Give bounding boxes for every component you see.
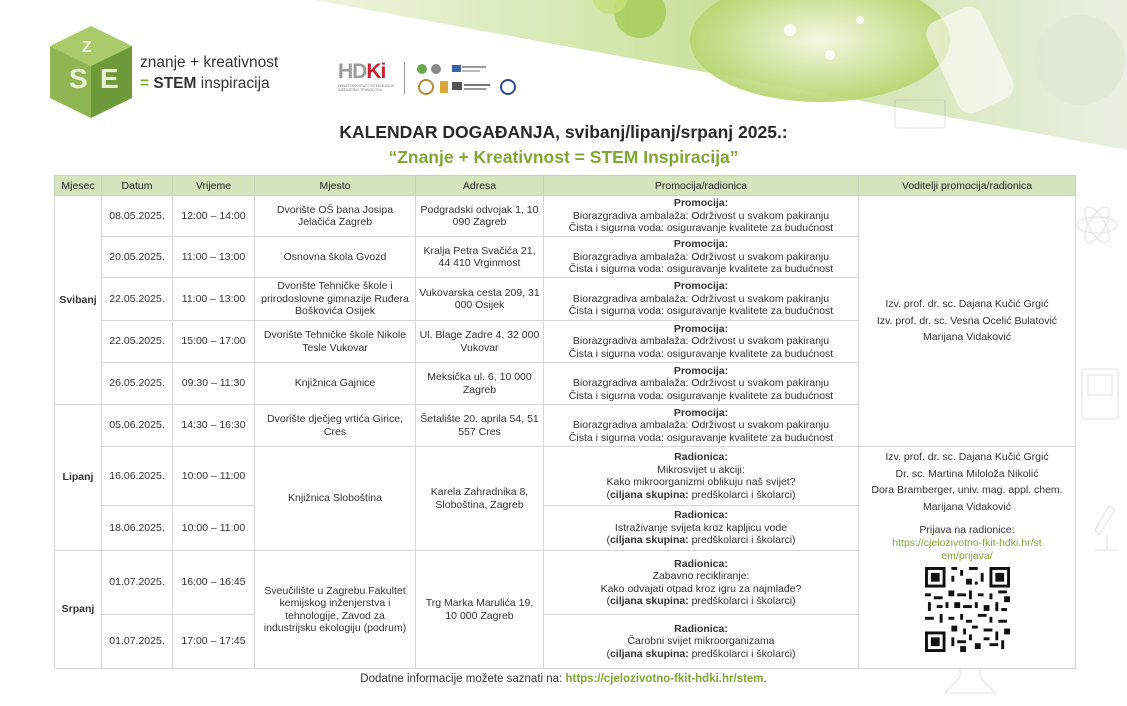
page-subtitle: “Znanje + Kreativnost = STEM Inspiracija” — [388, 147, 739, 167]
hdki-mark: HDKi — [338, 60, 386, 83]
time-cell: 12:00 – 14:00 — [173, 196, 255, 237]
table-row — [55, 196, 1076, 237]
logo-inspiracija: inspiracija — [200, 75, 270, 92]
logo-stem: STEM — [153, 75, 197, 92]
page-title: KALENDAR DOGAĐANJA, svibanj/lipanj/srpanj 2025.: — [339, 122, 788, 142]
logo-line2 — [140, 73, 278, 94]
table-header-row — [55, 176, 1076, 196]
logo-equals: = — [140, 75, 150, 92]
address-cell: Karela Zahradnika 8, Sloboština, Zagreb — [416, 447, 544, 551]
address-cell: Ul. Blage Zadre 4, 32 000 Vukovar — [416, 321, 544, 363]
table-row — [55, 447, 1076, 506]
date-cell: 01.07.2025. — [102, 551, 173, 615]
laptop-icon — [1078, 365, 1122, 425]
place-cell: Knjižnica Gajnice — [255, 363, 416, 405]
promo-cell: Promocija: Biorazgradiva ambalaža: Održivost u svakom pakiranju Čista i sigurna voda: osiguravanje kvalitete za budućnost — [544, 405, 859, 447]
address-cell: Vukovarska cesta 209, 31 000 Osijek — [416, 278, 544, 321]
place-cell: Dvorište Tehničke škole i prirodoslovne gimnazije Ruđera Boškovića Osijek — [255, 278, 416, 321]
logo-line1: znanje + kreativnost — [140, 54, 279, 71]
register-link[interactable]: https://cjelozivotno-fkit-hdki.hr/stem/prijava/ — [892, 537, 1042, 562]
date-cell: 05.06.2025. — [102, 405, 173, 447]
hdki-subtitle: HRVATSKO DRUŠTVO KEMIJSKIH INŽENJERA I TEHNOLOGA — [338, 84, 395, 92]
workshop-cell: Radionica: Čarobni svijet mikroorganizama (ciljana skupina: predškolarci i školarci) — [544, 615, 859, 669]
atom-icon — [1075, 185, 1120, 265]
place-cell: Dvorište dječjeg vrtića Girice, Cres — [255, 405, 416, 447]
col-header-mjesec: Mjesec — [55, 176, 102, 196]
partner-logos-icon — [414, 60, 520, 98]
promo-cell: Promocija: Biorazgradiva ambalaža: Održivost u svakom pakiranju Čista i sigurna voda: osiguravanje kvalitete za budućnost — [544, 237, 859, 278]
time-cell: 14:30 – 16:30 — [173, 405, 255, 447]
col-header-adresa: Adresa — [416, 176, 544, 196]
place-cell: Dvorište Tehničke škole Nikole Tesle Vukovar — [255, 321, 416, 363]
time-cell: 17:00 – 17:45 — [173, 615, 255, 669]
address-cell: Podgradski odvojak 1, 10 090 Zagreb — [416, 196, 544, 237]
time-cell: 15:00 – 17:00 — [173, 321, 255, 363]
month-svibanj: Svibanj — [55, 196, 102, 405]
date-cell: 08.05.2025. — [102, 196, 173, 237]
footer-text: Dodatne informacije možete saznati na: — [360, 673, 563, 685]
register-label: Prijava na radionice: — [919, 524, 1015, 536]
qr-code-icon[interactable] — [925, 567, 1010, 652]
logo-text — [140, 52, 278, 94]
address-cell: Kralja Petra Svačića 21, 44 410 Vrginmost — [416, 237, 544, 278]
partners-divider — [404, 62, 405, 94]
footer-link[interactable]: https://cjelozivotno-fkit-hdki.hr/stem — [565, 673, 764, 685]
promo-cell: Promocija: Biorazgradiva ambalaža: Održivost u svakom pakiranju Čista i sigurna voda: osiguravanje kvalitete za budućnost — [544, 363, 859, 405]
workshop-cell: Radionica: Zabavno recikliranje: Kako odvajati otpad kroz igru za najmlađe? (ciljana skupina: predškolarci i školarci) — [544, 551, 859, 615]
date-cell: 16.06.2025. — [102, 447, 173, 506]
col-header-vrijeme: Vrijeme — [173, 176, 255, 196]
date-cell: 26.05.2025. — [102, 363, 173, 405]
address-cell: Šetalište 20. aprila 54, 51 557 Cres — [416, 405, 544, 447]
time-cell: 09:30 – 11:30 — [173, 363, 255, 405]
time-cell: 16:00 – 16:45 — [173, 551, 255, 615]
svg-text:S: S — [69, 63, 88, 94]
date-cell: 01.07.2025. — [102, 615, 173, 669]
address-cell: Meksička ul. 6, 10 000 Zagreb — [416, 363, 544, 405]
place-cell: Osnovna škola Gvozd — [255, 237, 416, 278]
workshop-cell: Radionica: Istraživanje svijeta kroz kapljicu vode (ciljana skupina: predškolarci i školarci) — [544, 506, 859, 551]
hdki-logo — [338, 60, 396, 96]
time-cell: 11:00 – 13:00 — [173, 237, 255, 278]
col-header-mjesto: Mjesto — [255, 176, 416, 196]
events-table — [54, 175, 1076, 669]
time-cell: 10:00 – 11:00 — [173, 506, 255, 551]
svg-text:E: E — [100, 63, 119, 94]
col-header-voditelji: Voditelji promocija/radionica — [859, 176, 1076, 196]
time-cell: 11:00 – 13:00 — [173, 278, 255, 321]
col-header-promocija: Promocija/radionica — [544, 176, 859, 196]
month-lipanj: Lipanj — [55, 405, 102, 551]
promo-cell: Promocija: Biorazgradiva ambalaža: Održivost u svakom pakiranju Čista i sigurna voda: osiguravanje kvalitete za budućnost — [544, 321, 859, 363]
date-cell: 20.05.2025. — [102, 237, 173, 278]
promo-cell: Promocija: Biorazgradiva ambalaža: Održivost u svakom pakiranju Čista i sigurna voda: osiguravanje kvalitete za budućnost — [544, 278, 859, 321]
month-srpanj: Srpanj — [55, 551, 102, 669]
place-cell: Knjižnica Sloboština — [255, 447, 416, 551]
time-cell: 10:00 – 11:00 — [173, 447, 255, 506]
workshop-cell: Radionica: Mikrosvijet u akciji: Kako mikroorganizmi oblikuju naš svijet? (ciljana skupina: predškolarci i školarci) — [544, 447, 859, 506]
address-cell: Trg Marka Marulića 19, 10 000 Zagreb — [416, 551, 544, 669]
place-cell: Dvorište OŠ bana Josipa Jelačića Zagreb — [255, 196, 416, 237]
date-cell: 22.05.2025. — [102, 278, 173, 321]
date-cell: 22.05.2025. — [102, 321, 173, 363]
leads-workshop-cell: Izv. prof. dr. sc. Dajana Kučić Grgić Dr. sc. Martina Miloloža Nikolić Dora Bramberger, univ. mag. appl. chem. Marijana Vidaković Prijava na radionice: https://cjelozivotno-fkit-hdki.hr/stem/prijava/ — [859, 447, 1076, 669]
place-cell: Sveučilište u Zagrebu Fakultet kemijskog inženjerstva i tehnologije, Zavod za industrijsku ekologiju (podrum) — [255, 551, 416, 669]
znanje-kreativnost-logo-icon — [50, 26, 132, 118]
date-cell: 18.06.2025. — [102, 506, 173, 551]
footer-info: Dodatne informacije možete saznati na: https://cjelozivotno-fkit-hdki.hr/stem. — [360, 673, 767, 685]
col-header-datum: Datum — [102, 176, 173, 196]
microscope-icon — [1085, 490, 1125, 560]
leads-promo-cell: Izv. prof. dr. sc. Dajana Kučić Grgić Izv. prof. dr. sc. Vesna Ocelić Bulatović Marijana Vidaković — [859, 196, 1076, 447]
svg-text:Z: Z — [82, 39, 92, 56]
promo-cell: Promocija: Biorazgradiva ambalaža: Održivost u svakom pakiranju Čista i sigurna voda: osiguravanje kvalitete za budućnost — [544, 196, 859, 237]
